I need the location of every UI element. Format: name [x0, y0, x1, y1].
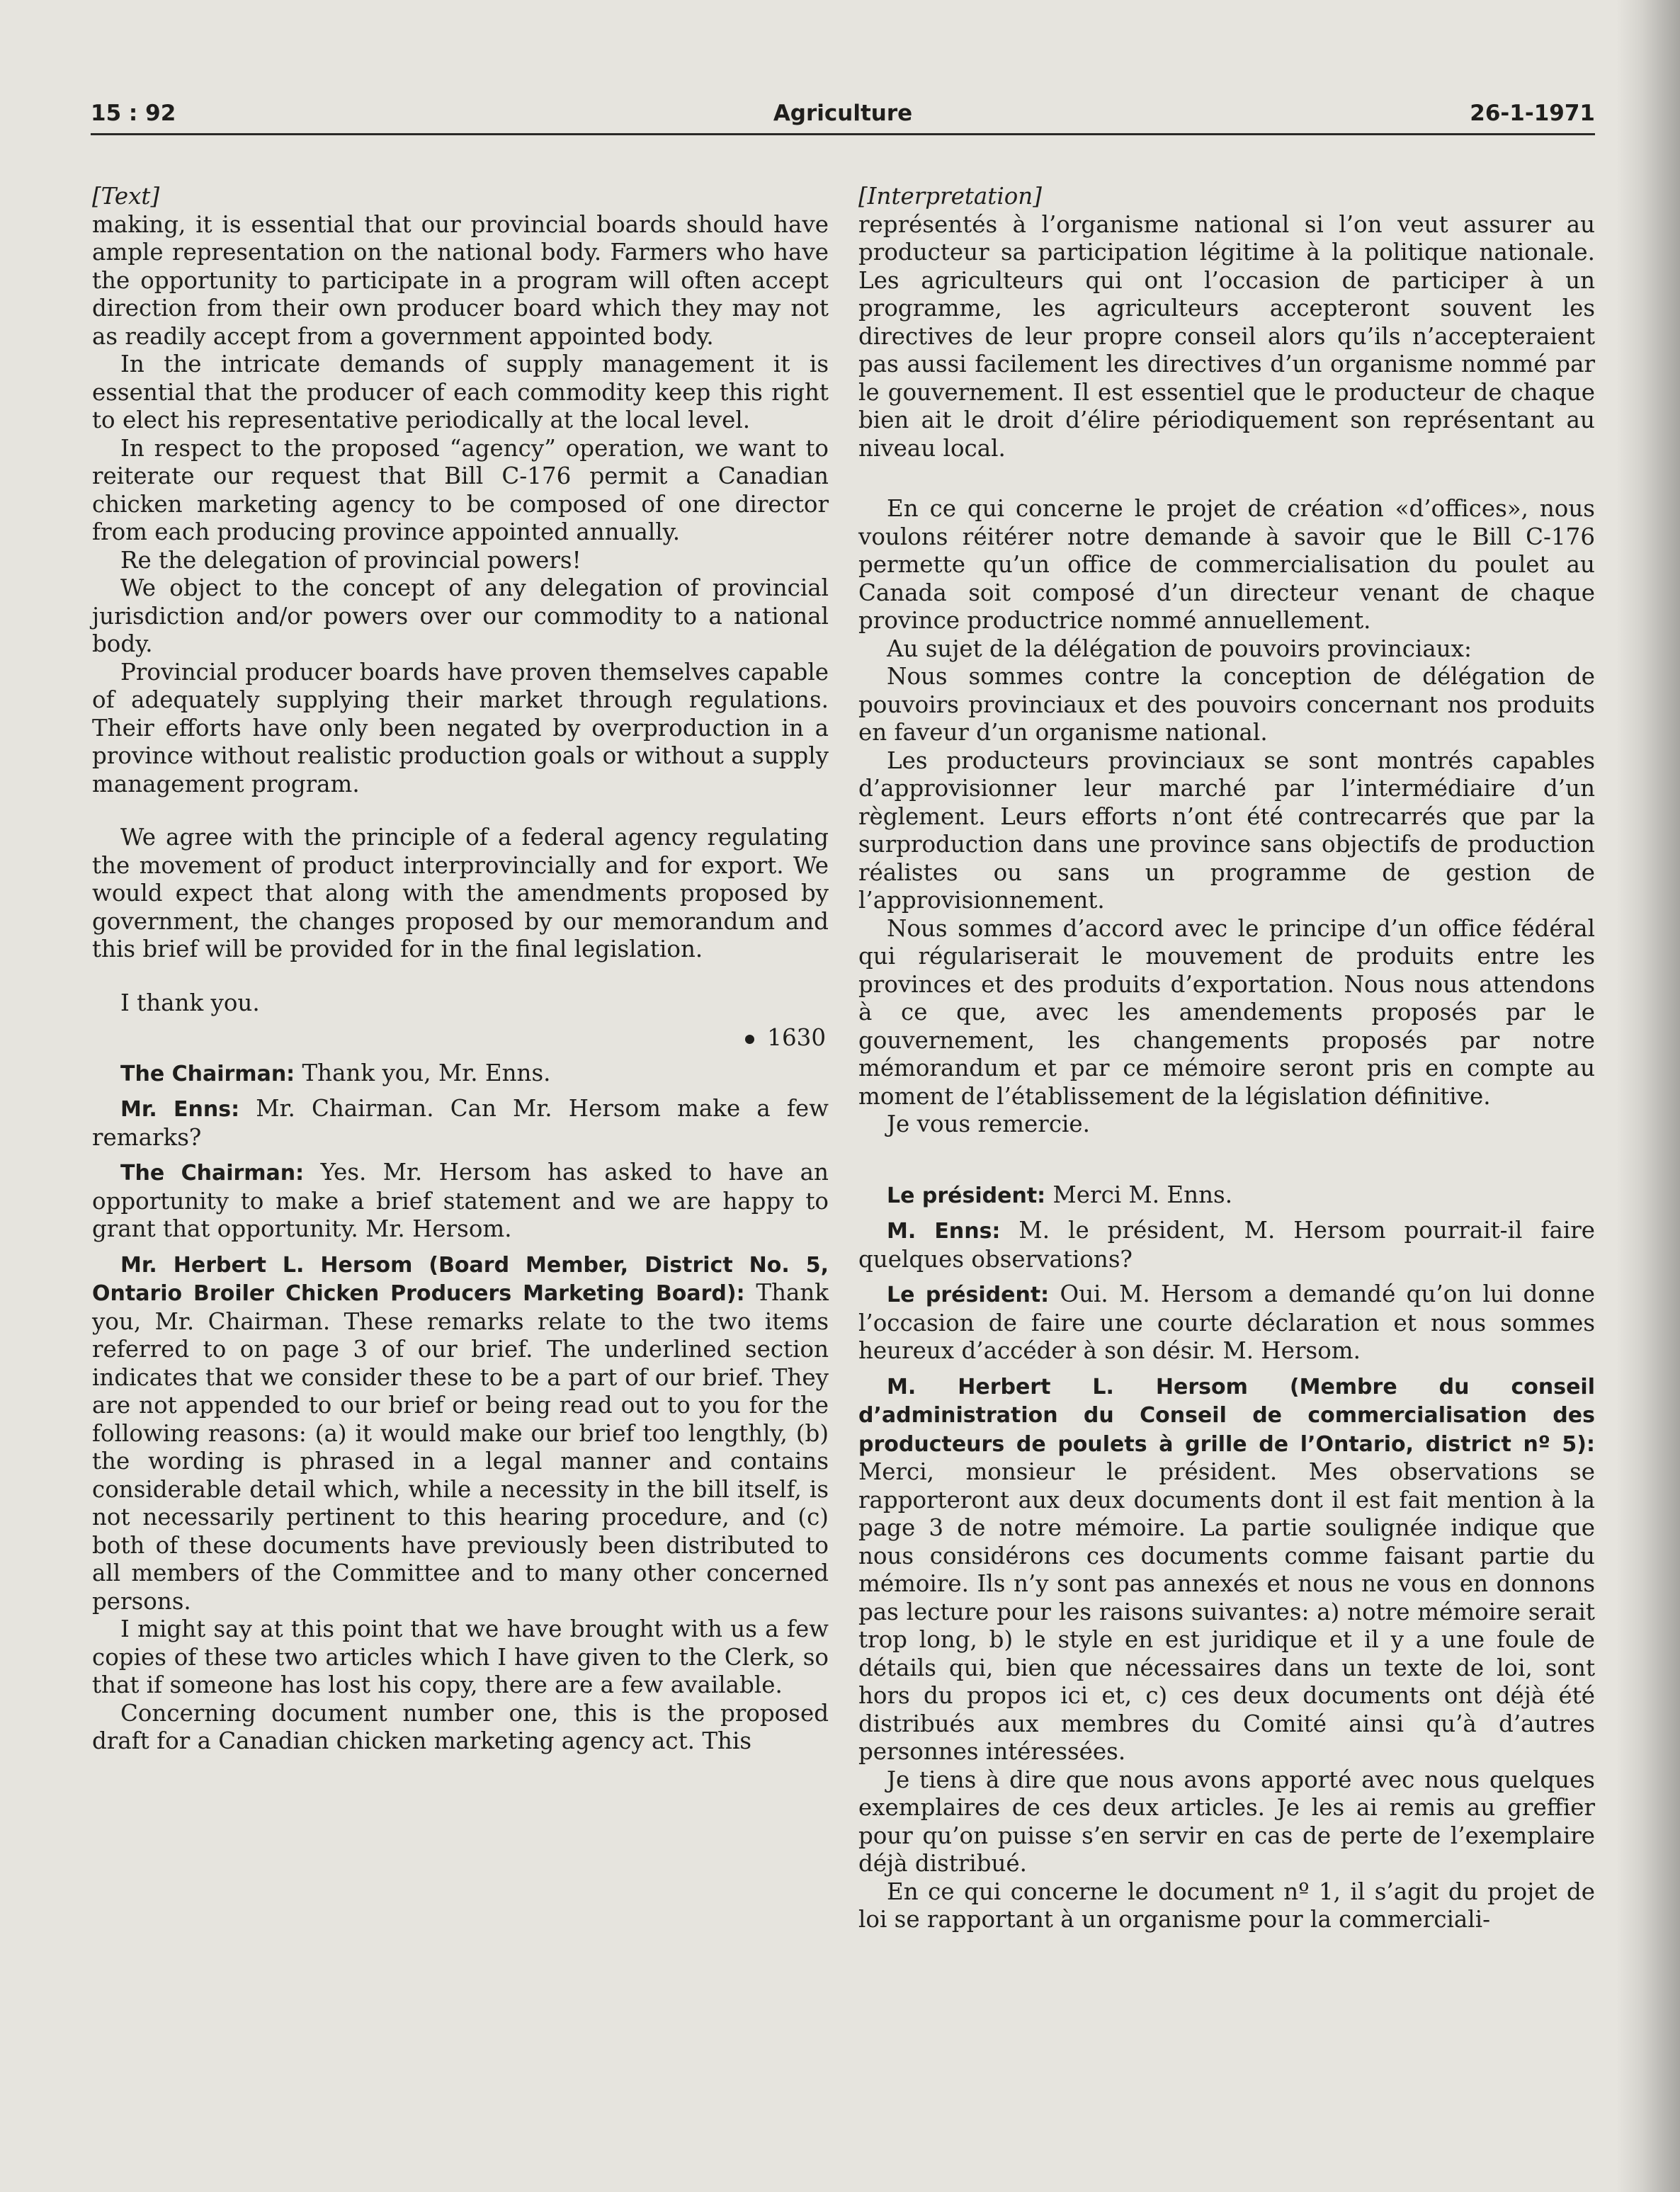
- speaker-paragraph: [92, 1251, 829, 1616]
- speaker-paragraph: [92, 1095, 829, 1152]
- speaker-name: M. Enns:: [887, 1219, 1001, 1244]
- speech-text: Mr. Chairman. Can Mr. Hersom make a few remarks?: [92, 1095, 829, 1151]
- speech-text: M. le président, M. Hersom pourrait-il faire quelques observations?: [858, 1217, 1595, 1273]
- paragraph: Concerning document number one, this is the proposed draft for a Canadian chicken marketing agency act. This: [92, 1699, 829, 1754]
- paragraph: Les producteurs provinciaux se sont montrés capables d’approvisionner leur marché par l’intermédiaire d’un règlement. Leurs efforts n’ont été contrecarrés que par la surproduction dans une province sans objectifs de production réalistes ou sans un programme de gestion de l’approvisionnement.: [858, 746, 1595, 914]
- paragraph: Je vous remercie.: [887, 1111, 1090, 1137]
- speaker-name: Le président:: [887, 1183, 1046, 1208]
- paragraph: I might say at this point that we have brought with us a few copies of these two articles which I have given to the Clerk, so that if someone has lost his copy, there are a few available.: [92, 1615, 829, 1698]
- paragraph: In respect to the proposed “agency” operation, we want to reiterate our request that Bill C-176 permit a Canadian chicken marketing agency to be composed of one director from each producing province appointed annually.: [92, 434, 829, 545]
- paragraph: I thank you.: [120, 989, 260, 1016]
- speech-text: Yes. Mr. Hersom has asked to have an opportunity to make a brief statement and we are happy to grant that opportunity. Mr. Hersom.: [92, 1159, 829, 1242]
- paragraph: Au sujet de la délégation de pouvoirs provinciaux:: [887, 635, 1472, 662]
- speech-text: Merci M. Enns.: [1045, 1181, 1233, 1208]
- english-column: [92, 183, 829, 1756]
- speaker-name: Mr. Herbert L. Hersom (Board Member, District No. 5, Ontario Broiler Chicken Producers Marketing Board):: [92, 1252, 829, 1306]
- time-value: 1630: [767, 1024, 826, 1051]
- paragraph: making, it is essential that our provincial boards should have ample representation on the national body. Farmers who have the opportunity to participate in a program will often accept direction from their own producer board which they may not as readily accept from a government appointed body.: [92, 210, 829, 350]
- paragraph: Nous sommes d’accord avec le principe d’un office fédéral qui régulariserait le mouvement de produits entre les provinces et des produits d’exportation. Nous nous attendons à ce que, avec les amendements proposés par le gouvernement, les changements proposés par notre mémorandum et par ce mémoire seront pris en compte au moment de l’établissement de la législation définitive.: [858, 914, 1595, 1110]
- speaker-paragraph: [92, 1060, 829, 1089]
- speaker-paragraph: [858, 1280, 1595, 1365]
- speaker-paragraph: [92, 1159, 829, 1244]
- paragraph: Nous sommes contre la conception de délégation de pouvoirs provinciaux et des pouvoirs concernant nos produits en faveur d’un organisme national.: [858, 663, 1595, 746]
- paragraph: Re the delegation of provincial powers!: [120, 546, 581, 574]
- paragraph: Je tiens à dire que nous avons apporté avec nous quelques exemplaires de ces deux articles. Je les ai remis au greffier pour qu’on puisse s’en servir en cas de perte de l’exemplaire déjà distribué.: [858, 1766, 1595, 1877]
- paragraph: Provincial producer boards have proven themselves capable of adequately supplying their market through regulations. Their efforts have only been negated by overproduction in a province without realistic production goals or without a supply management program.: [92, 658, 829, 797]
- speaker-paragraph: [858, 1217, 1595, 1273]
- speech-text: Merci, monsieur le président. Mes observations se rapporteront aux deux documents dont il est fait mention à la page 3 de notre mémoire. La partie soulignée indique que nous considérons ces documents comme faisant partie du mémoire. Ils n’y sont pas annexés et nous ne vous en donnons pas lecture pour les raisons suivantes: a) notre mémoire serait trop long, b) le style en est juridique et il y a une foule de détails qui, bien que nécessaires dans un texte de loi, sont hors du propos ici et, c) ces deux documents ont déjà été distribués aux membres du Comité ainsi qu’à d’autres personnes intéressées.: [858, 1458, 1595, 1765]
- speech-text: Thank you, Mr. Enns.: [295, 1059, 551, 1086]
- page-title: Agriculture: [773, 101, 913, 126]
- speaker-paragraph: [858, 1181, 1595, 1210]
- speaker-name: The Chairman:: [120, 1061, 295, 1086]
- french-column: [858, 183, 1595, 1934]
- text-marker: [Text]: [92, 183, 160, 210]
- speaker-paragraph: [858, 1373, 1595, 1766]
- paragraph: We agree with the principle of a federal agency regulating the movement of product interprovincially and for export. We would expect that along with the amendments proposed by government, the changes proposed by our memorandum and this brief will be provided for in the final legislation.: [92, 824, 829, 962]
- paragraph: En ce qui concerne le projet de création «d’offices», nous voulons réitérer notre demande à savoir que le Bill C-176 permette qu’un office de commercialisation du poulet au Canada soit composé d’un directeur venant de chaque province productrice nommé annuellement.: [858, 495, 1595, 634]
- speaker-name: Mr. Enns:: [120, 1097, 240, 1122]
- paragraph: En ce qui concerne le document nº 1, il s’agit du projet de loi se rapportant à un organisme pour la commerciali-: [858, 1878, 1595, 1933]
- speech-text: Oui. M. Hersom a demandé qu’on lui donne l’occasion de faire une courte déclaration et nous sommes heureux d’accéder à son désir. M. Hersom.: [858, 1280, 1595, 1364]
- page-number: 15 : 92: [91, 101, 176, 126]
- speaker-name: Le président:: [887, 1283, 1050, 1307]
- speaker-name: The Chairman:: [120, 1161, 305, 1186]
- paragraph: We object to the concept of any delegation of provincial jurisdiction and/or powers over our commodity to a national body.: [92, 574, 829, 657]
- speech-text: Thank you, Mr. Chairman. These remarks relate to the two items referred to on page 3 of our brief. The underlined section indicates that we consider these to be a part of our brief. They are not appended to our brief or being read out to you for the following reasons: (a) it would make our brief too lengthly, (b) the wording is phrased in a legal manner and contains considerable detail which, while a necessity in the bill itself, is not necessarily pertinent to this hearing procedure, and (c) both of these documents have previously been distributed to all members of the Committee and to many other concerned persons.: [92, 1279, 829, 1615]
- header-rule: [91, 133, 1595, 135]
- interpretation-marker: [Interpretation]: [858, 183, 1042, 210]
- speaker-name: M. Herbert L. Hersom (Membre du conseil d’administration du Conseil de commercialisation des producteurs de poulets à grille de l’Ontario, district nº 5):: [858, 1374, 1595, 1457]
- bullet-icon: [745, 1035, 754, 1044]
- page-edge-shadow: [1616, 0, 1680, 2192]
- time-marker: [92, 1024, 829, 1052]
- page-date: 26-1-1971: [1470, 101, 1595, 126]
- page-header: [91, 98, 1595, 135]
- paragraph: représentés à l’organisme national si l’on veut assurer au producteur sa participation légitime à la politique nationale. Les agriculteurs qui ont l’occasion de participer à un programme, les agriculteurs accepteront souvent les directives de leur propre conseil alors qu’ils n’accepteraient pas aussi facilement les directives d’un organisme nommé par le gouvernement. Il est essentiel que le producteur de chaque bien ait le droit d’élire périodiquement son représentant au niveau local.: [858, 210, 1595, 462]
- paragraph: In the intricate demands of supply management it is essential that the producer of each commodity keep this right to elect his representative periodically at the local level.: [92, 351, 829, 433]
